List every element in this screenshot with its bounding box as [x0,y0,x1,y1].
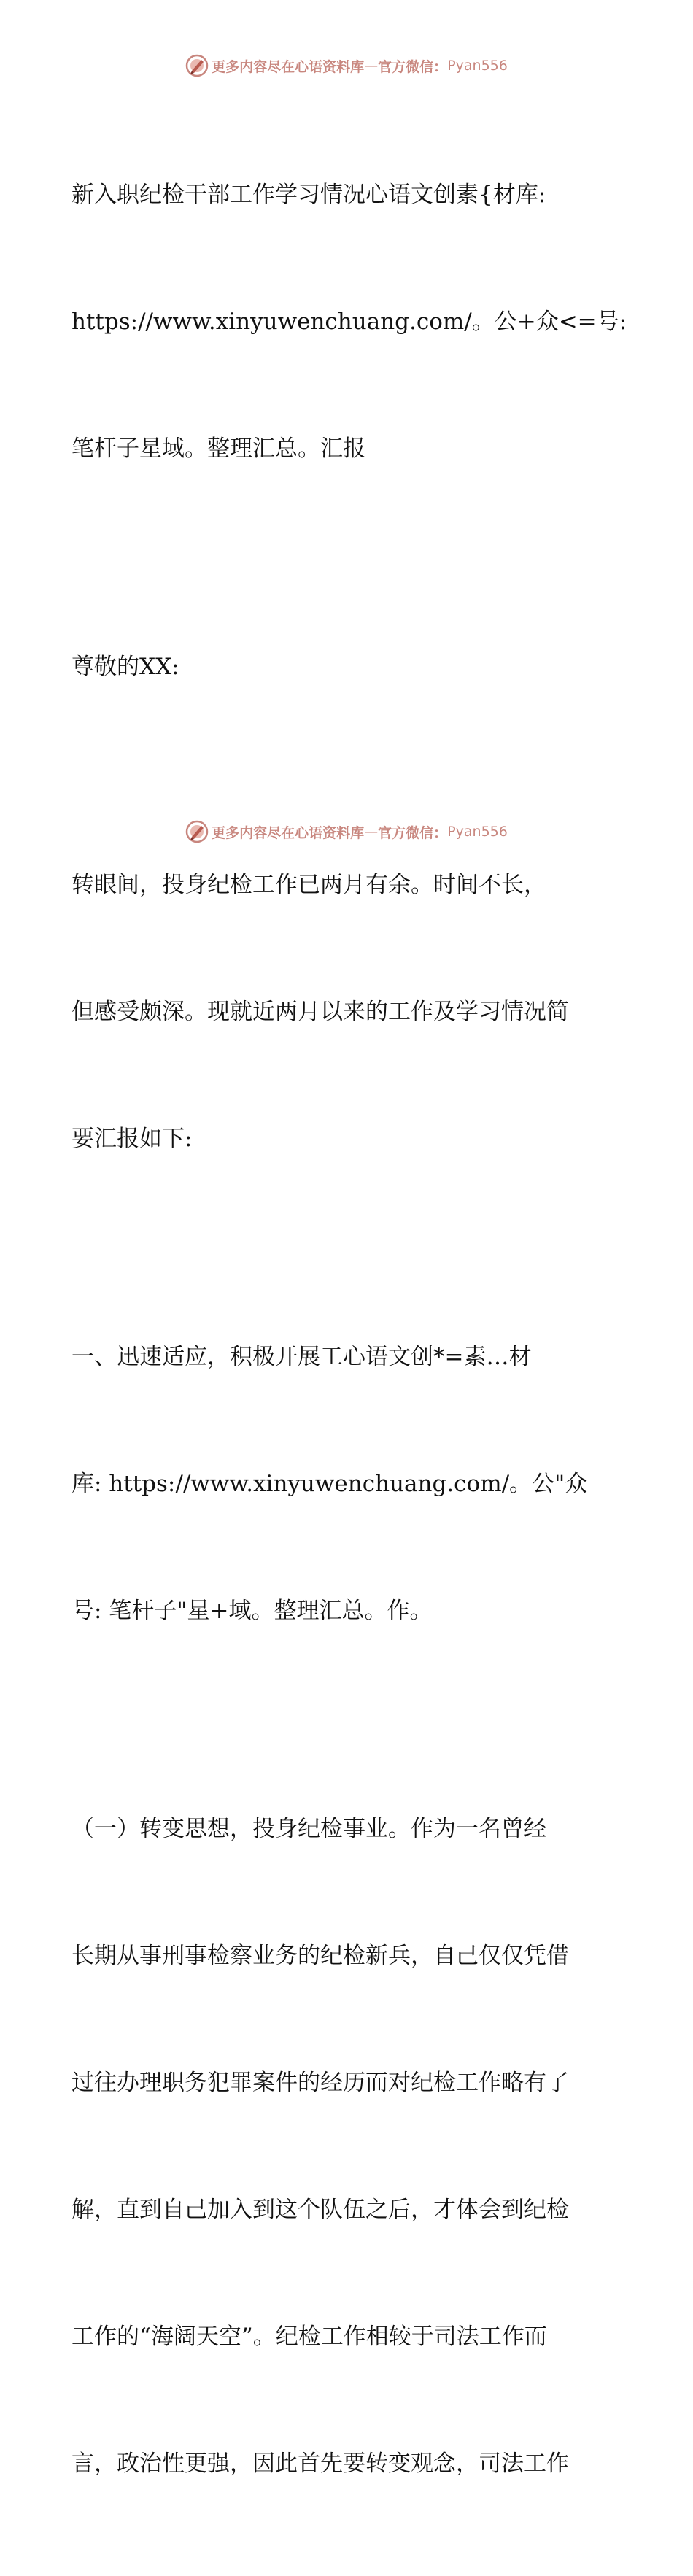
document-body [71,89,626,2576]
header-watermark-banner [0,51,693,80]
banner-wechat-id: Pyan556 [447,58,508,74]
paragraph-subsection-one [71,1723,626,2569]
pen-logo-icon [185,54,209,77]
text-line: 长期从事刑事检察业务的纪检新兵，自己仅仅凭借 [71,1943,569,1969]
text-line: 工作的“海阔天空”。纪检工作相较于司法工作而 [71,2324,547,2350]
text-line: 库: https://www.xinyuwenchuang.com/。公"众 [71,1471,588,1497]
pen-logo-icon [185,820,209,843]
text-line: 一、迅速适应，积极开展工心语文创*=素…材 [71,1344,532,1370]
banner-main-text: 更多内容尽在心语资料库 [212,824,365,841]
banner-main-text: 更多内容尽在心语资料库 [212,58,365,75]
text-line: （一）转变思想，投身纪检事业。作为一名曾经 [71,1816,546,1842]
paragraph-salutation [71,561,626,773]
banner-wechat-label: 官方微信： [378,824,448,841]
text-line: 但感受颇深。现就近两月以来的工作及学习情况简 [71,999,569,1025]
text-line: 新入职纪检干部工作学习情况心语文创素{材库: [71,182,546,208]
text-line: 号: 笔杆子"星+域。整理汇总。作。 [71,1598,433,1624]
banner-wechat-label: 官方微信： [378,58,448,75]
paragraph-intro [71,779,626,1245]
text-line: 笔杆子星域。整理汇总。汇报 [71,436,365,462]
text-line: 过往办理职务犯罪案件的经历而对纪检工作略有了 [71,2070,569,2096]
paragraph-section-heading [71,1251,626,1717]
text-line: 转眼间，投身纪检工作已两月有余。时间不长， [71,872,546,898]
banner-separator: — [364,58,379,74]
banner-separator: — [364,824,379,840]
banner-wechat-id: Pyan556 [447,824,508,840]
paragraph-title [71,89,626,554]
text-line: 尊敬的XX: [71,654,179,680]
text-line: 言，政治性更强，因此首先要转变观念，司法工作 [71,2451,569,2477]
footer-watermark-banner [0,817,693,846]
text-line: https://www.xinyuwenchuang.com/。公+众<=号: [71,309,627,335]
text-line: 要汇报如下: [71,1126,193,1152]
text-line: 解，直到自己加入到这个队伍之后，才体会到纪检 [71,2197,569,2223]
